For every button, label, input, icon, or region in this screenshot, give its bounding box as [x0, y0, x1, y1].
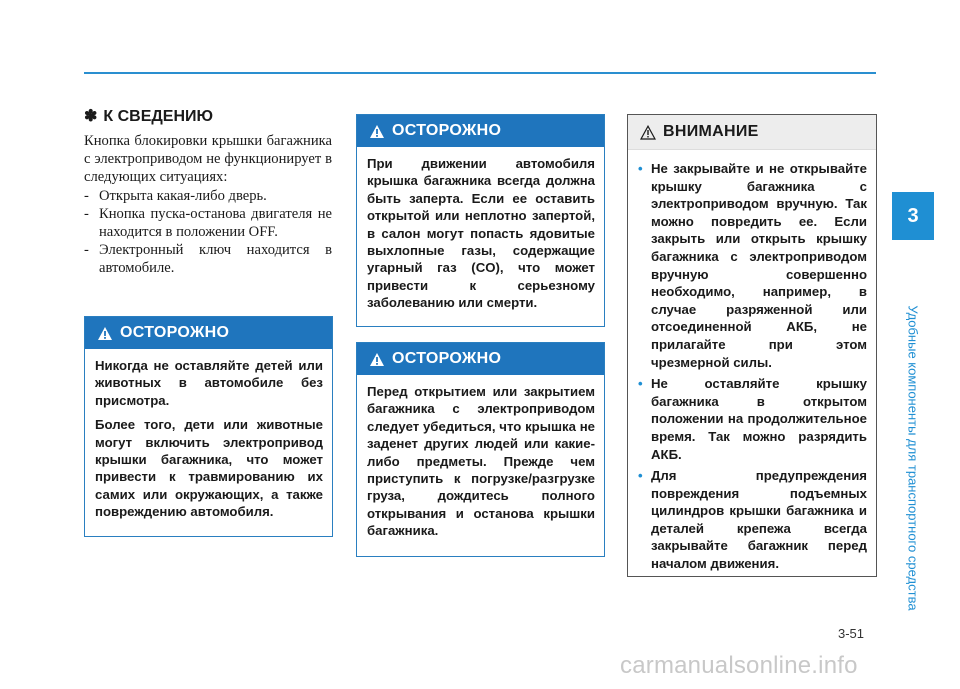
caution-box [627, 114, 877, 577]
note-heading-text: К СВЕДЕНИЮ [103, 108, 214, 125]
warning-paragraph: Более того, дети или животные могут включить электропривод крышки багажника, что может привести к травмированию их самих или окружающих, а также повреждению автомобиля. [95, 417, 323, 520]
warning-body [357, 375, 604, 540]
caution-header [628, 115, 876, 150]
list-item: • Не закрывайте и не открывайте крышку багажника с электроприводом вручную. Так можно повредить ее. Если закрыть или открыть крышку багажника с электроприводом вручную совершенно необходимо, например, в случае разряженной или отсоединенной АКБ, не прилагайте при этом чрезмерной силы. [638, 161, 867, 370]
list-item: - Кнопка пуска-останова двигателя не находится в положении OFF. [84, 205, 332, 241]
warning-paragraph: Перед открытием или закрытием багажника с электроприводом следует убедиться, что крышка не заденет других людей или какие-либо предметы. Прежде чем приступить к погрузке/разгрузке груза, дождитесь полного открывания и останова крышки багажника. [367, 384, 595, 539]
bullet-icon: • [638, 468, 643, 484]
caution-header-label: ВНИМАНИЕ [663, 123, 759, 140]
warning-header [357, 343, 604, 375]
list-item: - Электронный ключ находится в автомобиле. [84, 242, 332, 277]
warning-paragraph: При движении автомобиля крышка багажника всегда должна быть заперта. Если ее оставить открытой или неплотно запертой, в салон могут попасть ядовитые выхлопные газы, содержащие угарный газ (CO), что может привести к серьезному заболеванию или смерти. [367, 156, 595, 311]
warning-header-label: ОСТОРОЖНО [392, 350, 502, 367]
note-list [84, 187, 332, 278]
caution-triangle-icon [640, 125, 656, 140]
list-item: - Открыта какая-либо дверь. [84, 187, 267, 204]
asterisk-mark-icon: ✽ [84, 108, 98, 125]
bullet-icon: • [638, 161, 643, 176]
bullet-icon: • [638, 376, 643, 392]
list-item: • Для предупреждения повреждения подъемных цилиндров крышки багажника и деталей крепежа всегда закрывайте багажник перед началом движения. [638, 468, 867, 572]
warning-body [357, 147, 604, 312]
warning-paragraph: Никогда не оставляйте детей или животных в автомобиле без присмотра. [95, 358, 323, 408]
top-rule [84, 72, 876, 74]
chapter-title: Удобные компоненты для транспортного средства [905, 305, 921, 611]
warning-triangle-icon [369, 352, 385, 367]
warning-triangle-icon [97, 326, 113, 341]
page-number: 3-51 [838, 626, 865, 641]
warning-box-clearance [356, 342, 605, 557]
warning-box-children [84, 316, 333, 537]
caution-body [628, 150, 876, 573]
caution-list [638, 160, 867, 573]
warning-body [85, 349, 332, 521]
list-item: • Не оставляйте крышку багажника в открытом положении на продолжительное время. Так можно разрядить АКБ. [638, 376, 867, 462]
note-section [84, 106, 332, 278]
warning-box-exhaust [356, 114, 605, 327]
warning-header-label: ОСТОРОЖНО [120, 324, 230, 341]
warning-header [357, 115, 604, 147]
warning-triangle-icon [369, 124, 385, 139]
note-heading [84, 106, 332, 126]
note-intro: Кнопка блокировки крышки багажника с электроприводом не функционирует в следующих ситуациях: [84, 133, 332, 186]
chapter-number-tab: 3 [892, 192, 934, 240]
warning-header [85, 317, 332, 349]
watermark: carmanualsonline.info [620, 652, 858, 679]
warning-header-label: ОСТОРОЖНО [392, 122, 502, 139]
